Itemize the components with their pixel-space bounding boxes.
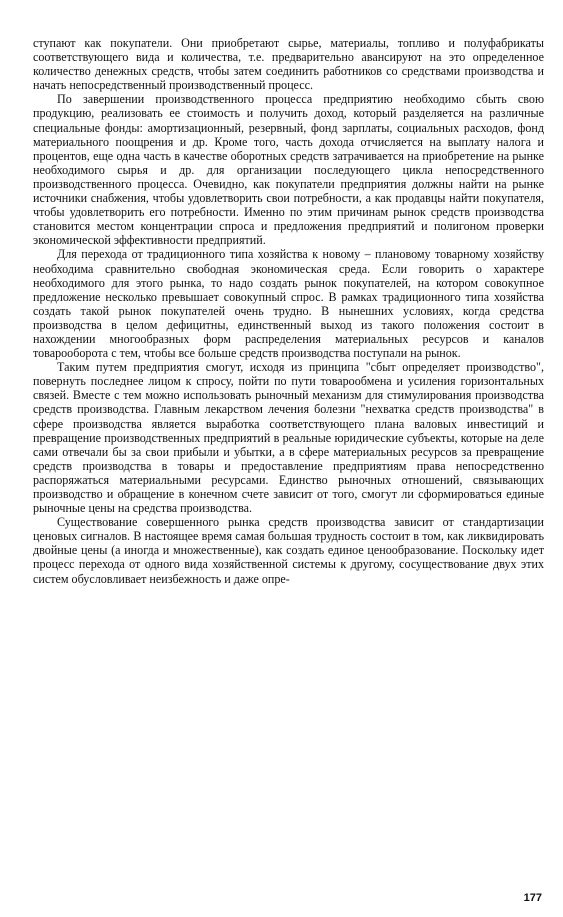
paragraph: По завершении производственного процесса предприятию необходимо сбыть свою продукцию, реализовать ее стоимость и получить доход, который разделяется на различные специальные фонды: амортизационный, резервный, фонд зарплаты, социальных расходов, фонд материального поощрения и др. Кроме того, часть дохода отчисляется на выплату налога и процентов, еще одна часть в качестве оборотных средств затрачивается на приобретение на рынке необходимого сырья и др. для организации последующего цикла непосредственного производственного процесса. Очевидно, как покупатели предприятия должны найти на рынке источники снабжения, чтобы удовлетворить свои потребности, а как продавцы найти покупателя, чтобы удовлетворить его потребности. Именно по этим причинам рынок средств производства становится местом концентрации спроса и предложения предприятий и полигоном проверки экономической эффективности предприятий. bbox=[33, 92, 544, 248]
paragraph: Существование совершенного рынка средств производства зависит от стандартизации ценовых сигналов. В настоящее время самая большая трудность состоит в том, как ликвидировать двойные цены (а иногда и множественные), как создать единое ценообразование. Поскольку идет процесс перехода от одного вида хозяйственной системы к другому, сосуществование двух этих систем обусловливает неизбежность и даже опре- bbox=[33, 515, 544, 586]
paragraph: Таким путем предприятия смогут, исходя из принципа "сбыт определяет производство", повернуть последнее лицом к спросу, пойти по пути товарообмена и усиления горизонтальных связей. Вместе с тем можно использовать рыночный механизм для стимулирования производства средств производства. Главным лекарством лечения болезни "нехватка средств производства" в сфере производства является выработка соответствующего плана валовых инвестиций и превращение производственных предприятий в реальные юридические субъекты, которые на деле сами отвечали бы за свои прибыли и убытки, а в сфере материальных ресурсов за превращение средств производства в товары и предоставление предприятиям права непосредственно распоряжаться материальными ресурсами. Единство рыночных отношений, связывающих производство и обращение в конечном счете зависит от того, смогут ли сформироваться единые рыночные цены на средства производства. bbox=[33, 360, 544, 516]
page-text-body bbox=[33, 36, 544, 586]
page-number: 177 bbox=[523, 892, 542, 904]
paragraph-continuation: ступают как покупатели. Они приобретают сырье, материалы, топливо и полуфабрикаты соответствующего вида и количества, т.е. предварительно авансируют на это определенное количество денежных средств, чтобы затем соединить работников со средствами производства и начать непосредственный производственный процесс. bbox=[33, 36, 544, 93]
paragraph: Для перехода от традиционного типа хозяйства к новому – плановому товарному хозяйству необходима сравнительно свободная экономическая среда. Если говорить о характере необходимого для этого рынка, то надо создать рынок покупателей, на котором совокупное предложение несколько превышает совокупный спрос. В рамках традиционного типа хозяйства создать такой рынок покупателей очень трудно. В нынешних условиях, когда средства производства в целом дефицитны, единственный выход из такого положения состоит в нахождении многообразных форм распределения материальных ресурсов и каналов товарооборота с тем, чтобы все больше средств производства поступали на рынок. bbox=[33, 247, 544, 361]
